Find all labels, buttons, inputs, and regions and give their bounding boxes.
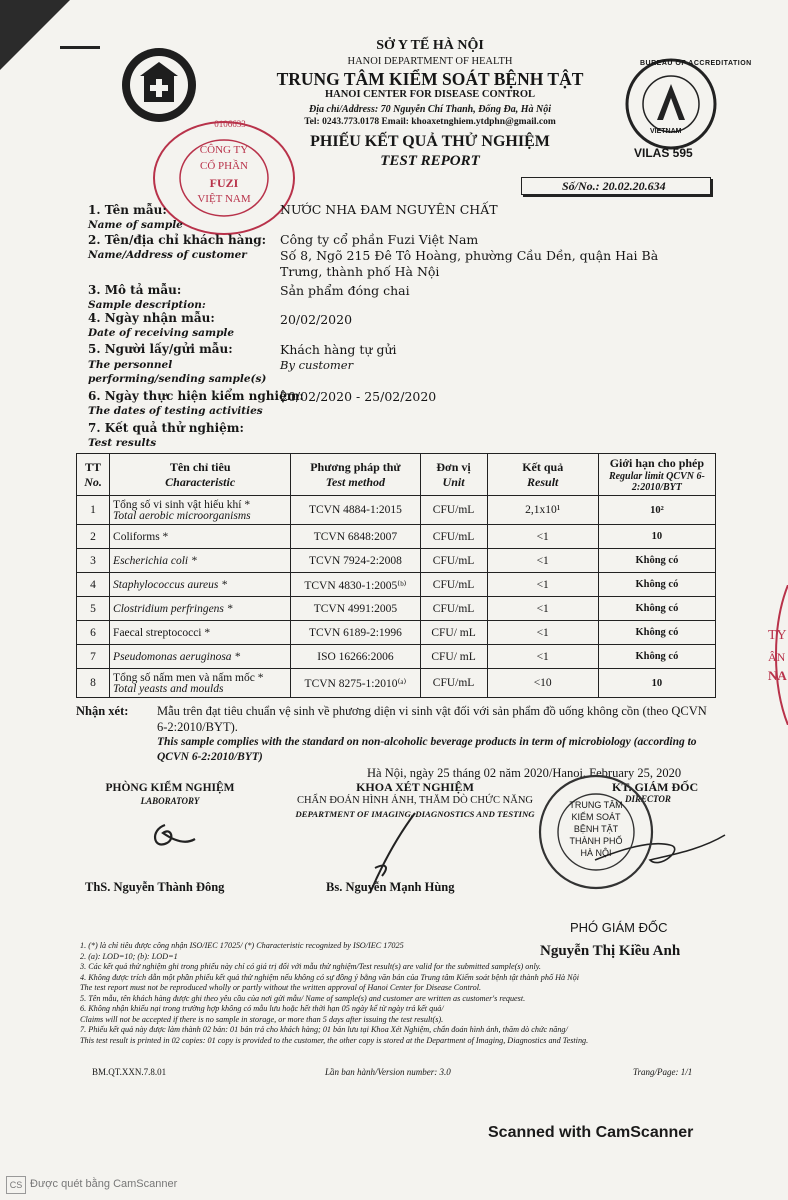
cell-result [487,525,598,549]
cell-limit-text: Không có [635,627,679,638]
cell-no-text: 3 [90,554,96,567]
cell-unit-text: CFU/ mL [431,650,476,663]
stamp-line1: TRUNG TÂM [569,800,623,810]
cell-result-text: <1 [536,650,549,663]
cell-method-text: ISO 16266:2006 [317,650,394,663]
center-name: TRUNG TÂM KIỂM SOÁT BỆNH TẬT [276,69,584,89]
edge-fragment-b: ÂN [768,650,786,664]
cell-no [77,573,110,597]
cell-result [487,621,598,645]
lab-title: PHÒNG KIỂM NGHIỆM [105,782,235,794]
footnote-7: 7. Phiếu kết quả này được làm thành 02 bản: 01 bản trả cho khách hàng; 01 bản lưu tại Khoa Xét Nghiệm, chẩn đoán hình ảnh, thăm dò chức năng/ [80,1025,568,1034]
cell-limit-text: 10² [650,504,664,516]
remark-vn: Mẫu trên đạt tiêu chuẩn vệ sinh về phương diện vi sinh vật đối với sản phẩm đồ uống không cồn (theo QCVN 6-2:2010/BYT). [157,704,707,734]
cell-characteristic-text: Escherichia coli * [113,554,197,567]
field-3-label-en: Sample description: [88,299,206,311]
cell-method [291,669,420,698]
cell-limit [598,496,715,525]
cell-result-text: <1 [536,578,549,591]
page-number: Trang/Page: 1/1 [633,1067,693,1077]
date-line: Hà Nội, ngày 25 tháng 02 năm 2020/Hanoi, February 25, 2020 [367,766,682,780]
cell-no-text: 8 [90,677,96,689]
stamp-line4: THÀNH PHỐ [569,836,623,846]
field-3-label: 3. Mô tả mẫu: [88,283,182,297]
cell-unit [420,549,487,573]
cell-unit-text: CFU/mL [432,602,475,615]
cell-limit [598,573,715,597]
company-stamp-line2: CỔ PHẦN [200,160,248,172]
cell-no-text: 6 [90,626,96,639]
director-name: Nguyễn Thị Kiều Anh [540,943,681,959]
cell-no-text: 4 [90,578,96,591]
header-method: Phương pháp thử Test method [291,454,420,496]
remark-label: Nhận xét: [76,704,129,718]
footnote-4-en: The test report must not be reproduced wholly or partly without the written approval of Hanoi Center for Disease Control. [80,983,482,992]
header-unit: Đơn vị Unit [420,454,487,496]
scanner-watermark: Scanned with CamScanner [488,1124,694,1141]
field-5-value-en: By customer [280,358,354,372]
cell-result [487,645,598,669]
field-4-label-en: Date of receiving sample [88,327,235,339]
field-4-label: 4. Ngày nhận mẫu: [88,311,215,325]
cell-unit-text: CFU/ mL [431,626,476,639]
cell-characteristic [110,597,291,621]
cell-unit [420,669,487,698]
cell-limit-text: Không có [635,579,679,590]
cell-no [77,549,110,573]
field-6-label: 6. Ngày thực hiện kiểm nghiệm: [88,389,304,403]
ministry-name: SỞ Y TẾ HÀ NỘI [376,38,484,53]
footnote-2: 2. (a): LOD=10; (b): LOD=1 [80,951,178,961]
center-address: Địa chỉ/Address: 70 Nguyễn Chí Thanh, Đống Đa, Hà Nội [309,104,551,115]
cell-method-text: TCVN 8275-1:2010⁽ᵃ⁾ [304,678,407,690]
field-2-label: 2. Tên/địa chỉ khách hàng: [88,233,267,247]
table-row [77,621,716,645]
cell-result [487,597,598,621]
cell-limit [598,669,715,698]
director-title: KT. GIÁM ĐỐC [612,780,699,794]
report-title: PHIẾU KẾT QUẢ THỬ NGHIỆM [310,133,550,150]
cell-method [291,597,420,621]
edge-fragment-c: NA [768,668,787,683]
cell-no [77,669,110,698]
cell-result-text: <1 [536,602,549,615]
cell-method-text: TCVN 6848:2007 [313,530,398,543]
cell-limit-text: Không có [635,651,679,662]
cell-unit [420,645,487,669]
cell-unit-text: CFU/mL [432,530,475,543]
cell-no-text: 5 [90,602,96,615]
results-table [76,453,716,698]
header-result: Kết quả Result [487,454,598,496]
cell-characteristic-text: Coliforms * [113,530,169,543]
cell-characteristic-text: Tổng số vi sinh vật hiếu khí * [113,498,251,511]
header-no: TT No. [77,454,110,496]
cell-characteristic-text: Staphylococcus aureus * [113,578,227,591]
cell-result-text: 2,1x10¹ [525,504,561,516]
table-row [77,496,716,525]
cell-no [77,597,110,621]
cell-result [487,573,598,597]
company-stamp-line4: VIỆT NAM [197,193,251,205]
director-title-en: DIRECTOR [625,794,671,804]
field-4-value: 20/02/2020 [280,312,353,327]
cell-no [77,621,110,645]
lab-title-en: LABORATORY [140,796,200,806]
cell-method-text: TCVN 4991:2005 [313,602,398,615]
cell-unit-text: CFU/mL [432,554,475,567]
field-2-address: Số 8, Ngõ 215 Đê Tô Hoàng, phường Cầu Dền, quận Hai Bà Trưng, thành phố Hà Nội [280,248,659,279]
cell-unit [420,597,487,621]
accreditation-text: BUREAU OF ACCREDITATION [640,60,752,67]
cell-no-text: 2 [90,530,96,543]
company-stamp-code: 0106633 [214,119,246,129]
cell-characteristic-text: Clostridium perfringens * [113,602,233,615]
cell-characteristic [110,573,291,597]
stamp-line5: HÀ NỘI [580,848,612,858]
field-7-label-en: Test results [88,437,157,449]
field-7-label: 7. Kết quả thử nghiệm: [88,421,244,435]
cell-limit [598,597,715,621]
cell-result [487,496,598,525]
cell-characteristic-text: Faecal streptococci * [113,626,211,639]
lab-signer-name: ThS. Nguyễn Thành Đông [85,880,225,894]
report-title-en: TEST REPORT [380,153,480,169]
field-6-value: 20/02/2020 - 25/02/2020 [280,389,437,404]
table-row [77,597,716,621]
cell-method-text: TCVN 6189-2:1996 [308,626,402,639]
field-5-value: Khách hàng tự gửi [280,342,397,357]
cell-characteristic-en: Total yeasts and moulds [113,682,224,695]
cell-method [291,496,420,525]
table-row [77,549,716,573]
company-stamp-line3: FUZI [209,176,239,190]
table-header-row [77,454,716,496]
cell-unit-text: CFU/mL [432,578,475,591]
cell-characteristic [110,496,291,525]
ministry-name-en: HANOI DEPARTMENT OF HEALTH [347,56,513,67]
footnote-1: 1. (*) là chỉ tiêu được công nhận ISO/IEC 17025/ (*) Characteristic recognized by ISO/IEC 17025 [80,941,404,950]
version-number: Lần ban hành/Version number: 3.0 [325,1067,451,1077]
cell-limit-text: 10 [651,531,663,542]
field-2-label-en: Name/Address of customer [88,249,247,261]
cell-characteristic-text: Pseudomonas aeruginosa * [113,650,241,663]
field-1-value: NƯỚC NHA ĐAM NGUYÊN CHẤT [280,202,498,217]
company-stamp-line1: CÔNG TY [199,144,249,156]
dept-title: KHOA XÉT NGHIỆM [356,780,474,794]
cell-no [77,496,110,525]
cell-unit [420,621,487,645]
scan-mark [60,46,100,49]
cell-characteristic [110,525,291,549]
cell-limit [598,549,715,573]
cell-no [77,645,110,669]
cell-no-text: 7 [90,650,96,663]
report-number: Số/No.: 20.02.20.634 [521,177,711,195]
header-characteristic: Tên chỉ tiêu Characteristic [110,454,291,496]
field-5-label: 5. Người lấy/gửi mẫu: [88,342,233,356]
scanner-badge: CS [6,1176,26,1194]
dept-signer-name: Bs. Nguyễn Mạnh Hùng [326,880,455,894]
accreditation-country: VIETNAM [650,128,682,135]
cell-method [291,525,420,549]
cell-characteristic-en: Total aerobic microorganisms [113,509,251,522]
field-2-value: Công ty cổ phần Fuzi Việt Nam [280,232,479,247]
table-row [77,645,716,669]
remark-en: This sample complies with the standard on non-alcoholic beverage products in term of microbiology (according to QCVN 6-2:2010/BYT) [157,736,697,763]
dept-title-2: CHẨN ĐOÁN HÌNH ẢNH, THĂM DÒ CHỨC NĂNG [296,795,534,806]
cell-limit [598,645,715,669]
stamp-line3: BỆNH TẬT [573,824,619,834]
table-row [77,573,716,597]
cell-method [291,573,420,597]
field-1-label: 1. Tên mẫu: [88,203,167,217]
cell-result-text: <10 [533,677,552,689]
form-code: BM.QT.XXN.7.8.01 [92,1067,167,1077]
cell-characteristic [110,645,291,669]
cell-result [487,549,598,573]
cell-method [291,621,420,645]
field-5-label-en: The personnel performing/sending sample(s) [88,359,267,385]
cell-unit-text: CFU/mL [432,677,475,689]
footnote-7-en: This test result is printed in 02 copies: 01 copy is provided to the customer, the other copy is stored at the Department of Imaging, Diagnostics and Testing. [80,1035,589,1045]
field-3-value: Sản phẩm đóng chai [280,283,410,298]
cell-result-text: <1 [536,554,549,567]
vilas-code: VILAS 595 [634,146,693,160]
cell-unit-text: CFU/mL [432,504,475,516]
cell-limit [598,621,715,645]
table-row [77,525,716,549]
cell-method [291,645,420,669]
cell-method-text: TCVN 7924-2:2008 [308,554,402,567]
cell-limit-text: Không có [635,555,679,566]
stamp-line2: KIỂM SOÁT [571,812,621,822]
header-limit: Giới hạn cho phép Regular limit QCVN 6-2:2010/BYT [598,454,715,496]
footnote-5: 5. Tên mẫu, tên khách hàng được ghi theo yêu cầu của nơi gửi mẫu/ Name of sample(s) and customer are written as customer's request. [80,993,526,1003]
center-name-en: HANOI CENTER FOR DISEASE CONTROL [324,89,536,100]
edge-fragment-a: TY [768,628,787,643]
cell-characteristic-text: Tổng số nấm men và nấm mốc * [113,671,264,684]
cell-no [77,525,110,549]
cell-result [487,669,598,698]
cell-limit-text: 10 [651,677,663,689]
cell-result-text: <1 [536,626,549,639]
scanner-small-text: Được quét bằng CamScanner [30,1178,178,1190]
cell-limit [598,525,715,549]
field-6-label-en: The dates of testing activities [88,405,263,417]
cell-characteristic [110,669,291,698]
footnotes [80,941,720,1046]
footnote-3: 3. Các kết quả thử nghiệm ghi trong phiếu này chỉ có giá trị đối với mẫu thử nghiệm/Test result(s) are valid for the submitted sample(s) only. [80,962,541,971]
cell-unit [420,525,487,549]
cell-method-text: TCVN 4884-1:2015 [308,504,402,516]
cell-unit [420,573,487,597]
footnote-6: 6. Không nhận khiếu nại trong trường hợp không có mẫu lưu hoặc hết thời hạn 05 ngày kể từ ngày trả kết quả/ [80,1004,444,1013]
cell-result-text: <1 [536,530,549,543]
dept-title-en: DEPARTMENT OF IMAGING, DIAGNOSTICS AND TESTING [295,809,535,819]
center-contact: Tel: 0243.773.0178 Email: khoaxetnghiem.ytdphn@gmail.com [304,117,556,127]
cell-method-text: TCVN 4830-1:2005⁽ᵇ⁾ [304,579,407,592]
table-row [77,669,716,698]
scan-corner [0,0,70,70]
cell-no-text: 1 [90,504,96,516]
deputy-title: PHÓ GIÁM ĐỐC [570,920,668,935]
cell-characteristic [110,621,291,645]
field-1-label-en: Name of sample [88,219,183,231]
lab-signature [145,815,205,859]
cell-unit [420,496,487,525]
footnote-6-en: Claims will not be accepted if there is no sample in storage, or more than 5 days after issuing the test result(s). [80,1014,444,1024]
cell-characteristic [110,549,291,573]
cell-limit-text: Không có [635,603,679,614]
cell-method [291,549,420,573]
footnote-4: 4. Không được trích dẫn một phần phiếu kết quả thử nghiệm nếu không có sự đồng ý bằng văn bản của Trung tâm Kiểm soát bệnh tật thành phố Hà Nội [80,972,579,982]
